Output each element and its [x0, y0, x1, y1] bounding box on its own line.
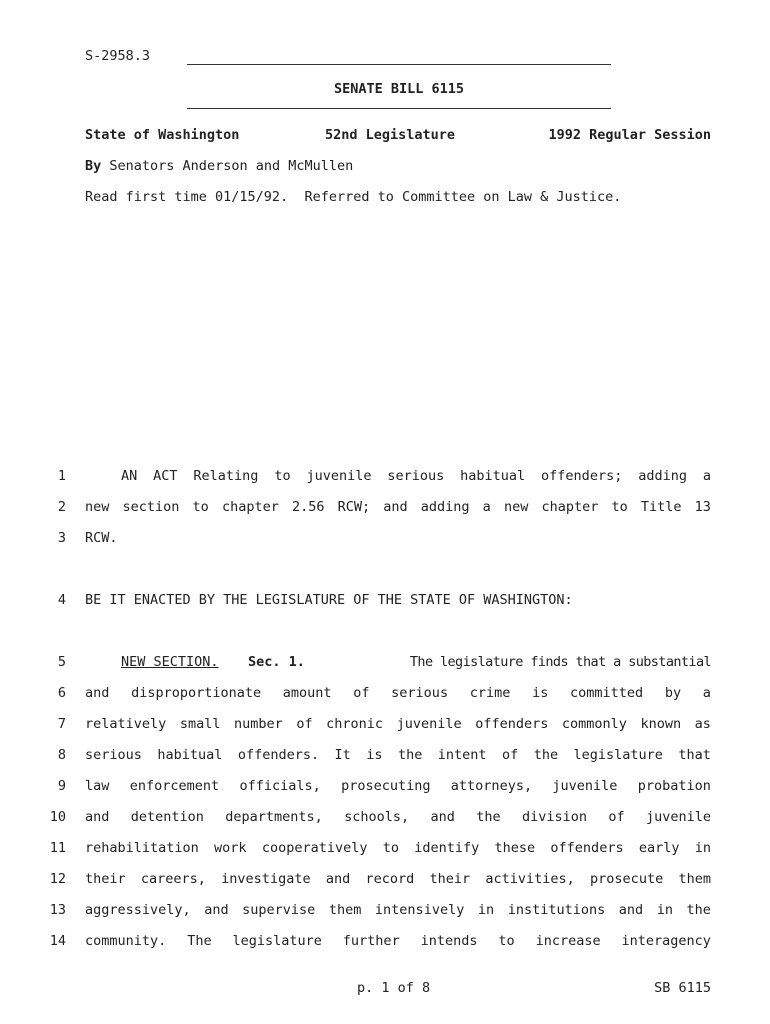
body-line — [85, 745, 711, 765]
line-text: serious habitual offenders. It is the intent of the legislature that — [85, 747, 711, 763]
line-number: 1 — [57, 468, 66, 484]
body-line — [85, 497, 711, 517]
line-text: AN ACT Relating to juvenile serious habitual offenders; adding a — [121, 468, 711, 484]
document-id: S-2958.3 — [85, 48, 151, 64]
line-text: law enforcement officials, prosecuting attorneys, juvenile probation — [85, 778, 711, 794]
line-number: 5 — [57, 654, 66, 670]
body-line — [85, 838, 711, 858]
section-first-text: The legislature finds that a substantial — [409, 654, 711, 670]
enacting-clause: BE IT ENACTED BY THE LEGISLATURE OF THE STATE OF WASHINGTON: — [85, 592, 573, 608]
line-number: 3 — [57, 530, 66, 546]
body-line: RCW. — [85, 530, 118, 546]
sponsors: Senators Anderson and McMullen — [109, 158, 354, 174]
line-text: aggressively, and supervise them intensively in institutions and in the — [85, 902, 711, 918]
section-heading-line — [85, 652, 711, 672]
line-text: their careers, investigate and record their activities, prosecute them — [85, 871, 711, 887]
section-number: Sec. 1. — [248, 654, 305, 670]
by-label: By — [85, 158, 102, 174]
new-section-label: NEW SECTION. — [121, 654, 219, 670]
line-number: 7 — [57, 716, 66, 732]
state-name: State of Washington — [85, 127, 240, 143]
body-line — [85, 900, 711, 920]
line-text: and disproportionate amount of serious crime is committed by a — [85, 685, 711, 701]
body-line — [85, 776, 711, 796]
bill-title: SENATE BILL 6115 — [333, 81, 465, 97]
body-line — [85, 683, 711, 703]
line-number: 9 — [57, 778, 66, 794]
line-number: 8 — [57, 747, 66, 763]
header-rule-bottom — [187, 108, 611, 109]
line-number: 2 — [57, 499, 66, 515]
line-text: community. The legislature further intends to increase interagency — [85, 933, 711, 949]
session-name: 1992 Regular Session — [548, 127, 711, 143]
body-line — [85, 869, 711, 889]
body-line — [85, 466, 711, 486]
body-line — [85, 931, 711, 951]
body-line — [85, 714, 711, 734]
header-rule-top — [187, 64, 611, 65]
line-number: 10 — [49, 809, 66, 825]
reading-note: Read first time 01/15/92. Referred to Committee on Law & Justice. — [85, 189, 622, 205]
line-text: relatively small number of chronic juvenile offenders commonly known as — [85, 716, 711, 732]
line-number: 4 — [57, 592, 66, 608]
line-text: new section to chapter 2.56 RCW; and adding a new chapter to Title 13 — [85, 499, 711, 515]
legislature-number: 52nd Legislature — [325, 127, 456, 143]
line-number: 13 — [49, 902, 66, 918]
page-number: p. 1 of 8 — [357, 980, 431, 996]
footer-bill-ref: SB 6115 — [654, 980, 711, 996]
line-number: 12 — [49, 871, 66, 887]
line-number: 14 — [49, 933, 66, 949]
line-number: 6 — [57, 685, 66, 701]
line-text: rehabilitation work cooperatively to identify these offenders early in — [85, 840, 711, 856]
sponsors-line — [85, 158, 353, 174]
line-text: and detention departments, schools, and the division of juvenile — [85, 809, 711, 825]
body-line — [85, 807, 711, 827]
line-number: 11 — [49, 840, 66, 856]
